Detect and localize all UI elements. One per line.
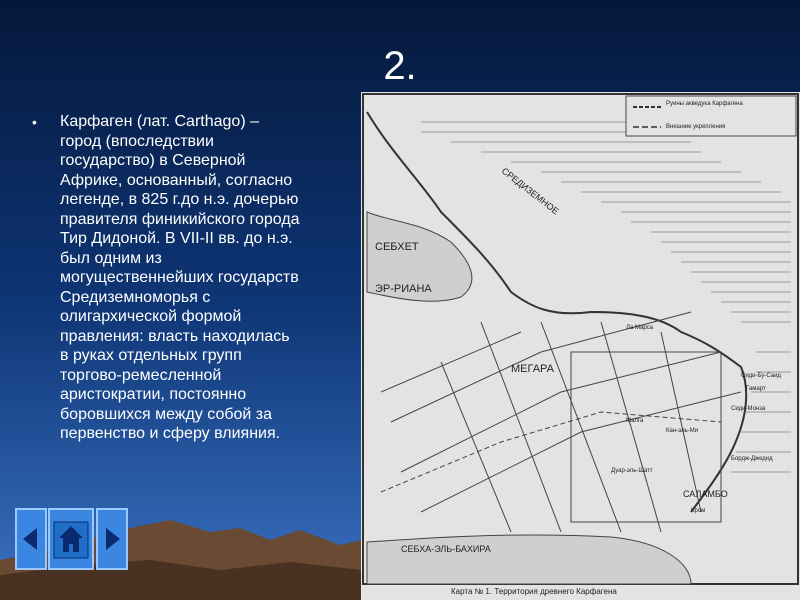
map-label-malga: Малга [626, 418, 644, 424]
map-label-bordzh: Бордж-Джедид [731, 456, 773, 462]
map-label-dar-el-shatt: Дуар-эль-Шатт [611, 468, 653, 474]
map-label-salambo: САЛАМБО [683, 489, 728, 499]
map-label-er-riana: ЭР-РИАНА [375, 283, 432, 295]
legend-aqueduct-label: Руины акведука Карфагена [666, 101, 743, 107]
prev-slide-button[interactable] [15, 508, 47, 570]
map-label-la-marsa: Ла Марса [626, 325, 654, 331]
map-caption: Карта № 1. Территория древнего Карфагена [451, 587, 617, 596]
bullet-marker: • [32, 114, 37, 130]
bullet-text: Карфаген (лат. Carthago) – город (впоследствии государство) в Северной Африке, основанный, согласно легенде, в 825 г.до н.э. дочерью правителя финикийского города Тир Дидоной. В VII-II вв. до н.э. был одним из могущественнейших государств Средиземноморья с олигархической формой правления: власть находилась в руках отдельных групп торгово-ремесленной аристократии, постоянно боровшихся между собой за первенство и сферу влияния. [60, 113, 300, 442]
legend-fortification-label: Внешние укрепления [666, 124, 726, 130]
map-label-megara: МЕГАРА [511, 363, 554, 375]
home-button[interactable] [48, 508, 94, 570]
arrow-right-icon [98, 510, 126, 568]
map-label-sebkha-bahira: СЕБХА-ЭЛЬ-БАХИРА [401, 544, 491, 554]
carthage-map [361, 92, 800, 600]
map-label-kai-el-mi: Кан-эль-Ми [666, 428, 699, 434]
map-label-gamart: Гамарт [746, 386, 766, 392]
next-slide-button[interactable] [96, 508, 128, 570]
slide-title: 2. [383, 44, 417, 88]
map-label-sebkhet: СЕБХЕТ [375, 241, 419, 253]
map-label-sea: СРЕДИЗЕМНОЕ [499, 165, 561, 217]
map-label-sidi-bu-said: Сиди-Бу-Саид [741, 373, 781, 379]
map-label-sidi-monza: Сиди-Монза [731, 406, 766, 412]
home-icon [50, 510, 92, 568]
map-label-kram: Кром [691, 508, 706, 514]
arrow-left-icon [17, 510, 45, 568]
